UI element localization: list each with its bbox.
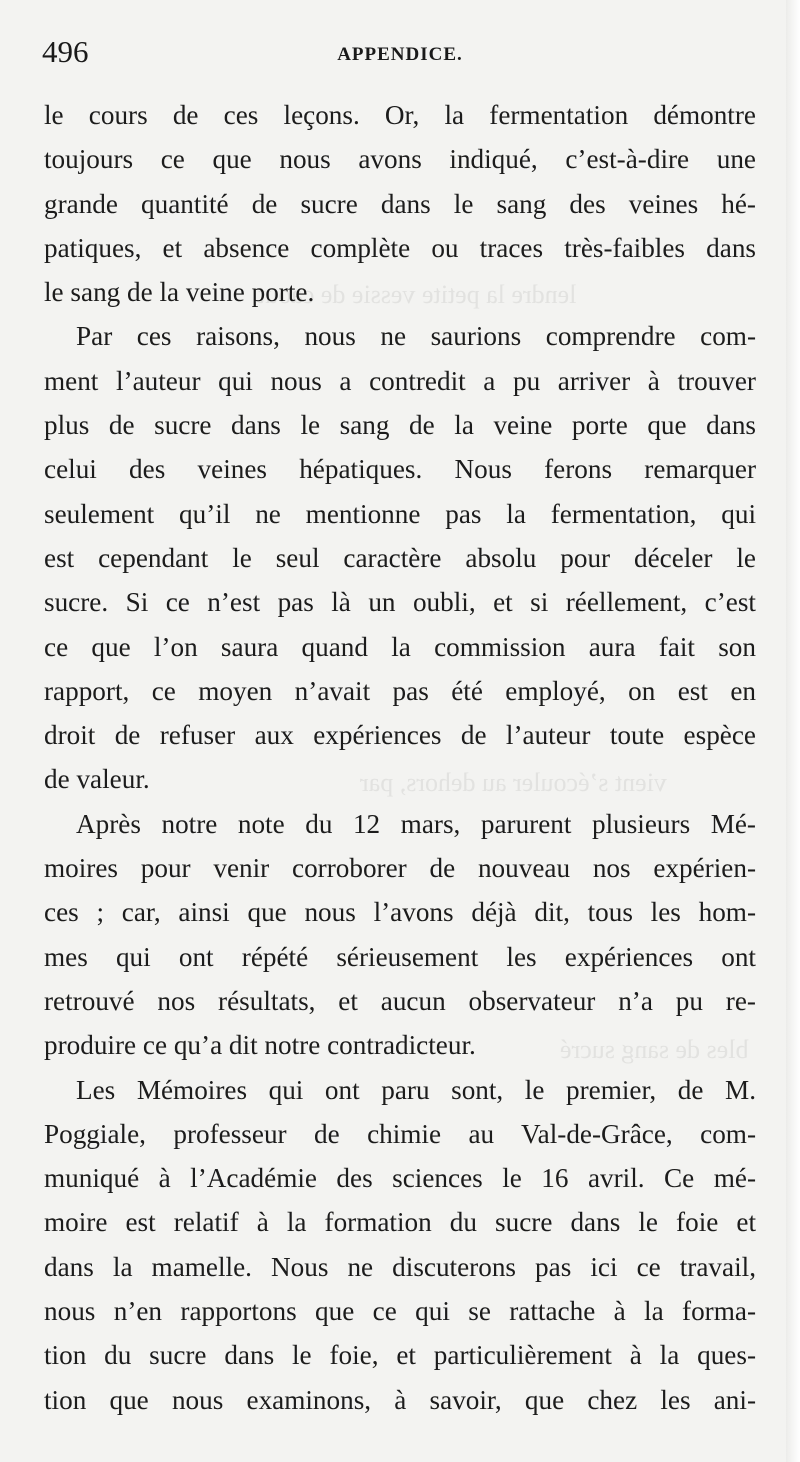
page-header — [42, 34, 758, 74]
text-line: ces ; car, ainsi que nous l’avons déjà dit, tous les hom- — [44, 897, 756, 928]
bleed-through-text: lendre la petite vessie de caout — [258, 280, 577, 309]
text-line: dans la mamelle. Nous ne discuterons pas ici ce travail, — [44, 1251, 756, 1282]
bleed-through-text: bles de sang sucré — [560, 1035, 749, 1064]
text-line: Poggiale, professeur de chimie au Val-de-Grâce, com- — [44, 1118, 756, 1149]
text-line: le sang de la veine porte. — [44, 277, 315, 308]
paragraph — [44, 93, 756, 314]
text-line: moires pour venir corroborer de nouveau nos expérien- — [44, 853, 756, 884]
text-line: de valeur. — [44, 764, 150, 795]
text-line: nous n’en rapportons que ce qui se rattache à la forma- — [44, 1296, 756, 1327]
text-line: ce que l’on saura quand la commission aura fait son — [44, 631, 756, 662]
text-line: muniqué à l’Académie des sciences le 16 avril. Ce mé- — [44, 1163, 756, 1194]
text-line: toujours ce que nous avons indiqué, c’est-à-dire une — [44, 144, 756, 175]
text-line: Par ces raisons, nous ne saurions comprendre com- — [76, 321, 756, 352]
text-line: tion que nous examinons, à savoir, que chez les ani- — [44, 1384, 756, 1415]
text-line: patiques, et absence complète ou traces très-faibles dans — [44, 232, 756, 263]
paragraph — [44, 314, 756, 801]
text-line: moire est relatif à la formation du sucre dans le foie et — [44, 1207, 756, 1238]
page-edge — [786, 0, 800, 1462]
text-line: grande quantité de sucre dans le sang des veines hé- — [44, 188, 756, 219]
text-line: produire ce qu’a dit notre contradicteur. — [44, 1030, 476, 1061]
text-line: mes qui ont répété sérieusement les expériences ont — [44, 941, 756, 972]
text-line: est cependant le seul caractère absolu pour déceler le — [44, 542, 756, 573]
text-line: droit de refuser aux expériences de l’auteur toute espèce — [44, 720, 756, 751]
text-line: seulement qu’il ne mentionne pas la fermentation, qui — [44, 498, 756, 529]
paragraph — [44, 802, 756, 1068]
text-line: sucre. Si ce n’est pas là un oubli, et si réellement, c’est — [44, 587, 756, 618]
text-line: tion du sucre dans le foie, et particulièrement à la ques- — [44, 1340, 756, 1371]
text-line: le cours de ces leçons. Or, la fermentation démontre — [44, 100, 756, 130]
paragraph — [44, 1068, 756, 1422]
text-line: retrouvé nos résultats, et aucun observateur n’a pu re- — [44, 985, 756, 1016]
text-line: rapport, ce moyen n’avait pas été employé, on est en — [44, 675, 756, 706]
text-line: plus de sucre dans le sang de la veine porte que dans — [44, 410, 756, 441]
text-line: ment l’auteur qui nous a contredit a pu arriver à trouver — [44, 365, 756, 396]
running-head: APPENDICE. — [337, 44, 463, 65]
body-text — [44, 93, 756, 1422]
text-line: Les Mémoires qui ont paru sont, le premier, de M. — [76, 1074, 756, 1105]
bleed-through-text: vient s’écouler au dehors, par — [360, 768, 667, 797]
text-line: celui des veines hépatiques. Nous ferons remarquer — [44, 454, 756, 485]
text-line: Après notre note du 12 mars, parurent plusieurs Mé- — [76, 808, 756, 839]
page-number: 496 — [42, 34, 89, 69]
